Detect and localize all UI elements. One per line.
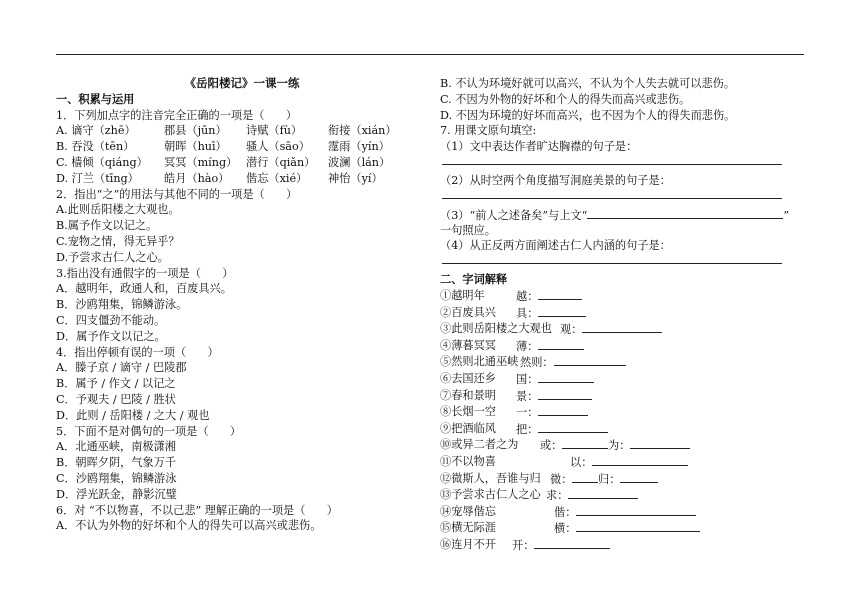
glossary-phrase: ④薄暮冥冥 bbox=[440, 338, 496, 352]
glossary-phrase: ⑩或异二者之为 bbox=[440, 438, 519, 452]
answer-blank[interactable] bbox=[538, 305, 586, 317]
answer-blank[interactable] bbox=[576, 504, 696, 516]
q6-option-c: C. 不因为外物的好坏和个人的得失而高兴或悲伤。 bbox=[440, 92, 691, 106]
answer-blank[interactable] bbox=[538, 388, 592, 400]
q7-item-1: （1）文中表达作者旷达胸襟的句子是： bbox=[440, 140, 638, 154]
q1-option-cell: 衔接（xián） bbox=[328, 124, 397, 138]
glossary-target bbox=[512, 537, 610, 555]
q1-option-cell: 潜行（qiǎn） bbox=[246, 155, 316, 169]
q1-option-cell: 朝晖（huī） bbox=[164, 140, 227, 154]
glossary-target-char: 求： bbox=[546, 489, 569, 503]
glossary-item bbox=[440, 321, 820, 338]
glossary-target-char: 薄： bbox=[516, 339, 539, 353]
q5-option-d: D．浮光跃金，静影沉璧 bbox=[56, 487, 177, 501]
glossary-target-char: 偕： bbox=[554, 505, 577, 519]
glossary-item bbox=[440, 354, 820, 371]
q3-option-d: D．属予作文以记之。 bbox=[56, 329, 166, 343]
answer-blank[interactable] bbox=[620, 471, 658, 483]
answer-line-1[interactable] bbox=[442, 155, 782, 165]
answer-blank-3[interactable] bbox=[587, 207, 783, 219]
glossary-item bbox=[440, 371, 820, 388]
glossary-phrase: ⑫微斯人，吾谁与归 bbox=[440, 471, 541, 485]
glossary-phrase: ⑧长烟一空 bbox=[440, 405, 496, 419]
q1-option-cell: 偕忘（xié） bbox=[246, 171, 308, 185]
q1-option-row bbox=[56, 171, 428, 187]
glossary-target bbox=[540, 437, 608, 455]
glossary-target-char: 一： bbox=[516, 406, 539, 420]
answer-line-2[interactable] bbox=[442, 189, 782, 199]
q6-option-a: A．不认为外物的好坏和个人的得失可以高兴或悲伤。 bbox=[56, 519, 322, 533]
q2-option-b: B.属予作文以记之。 bbox=[56, 219, 158, 233]
q7-item-2: （2）从时空两个角度描写洞庭美景的句子是： bbox=[440, 173, 671, 187]
q5-option-c: C．沙鸥翔集，锦鳞游泳 bbox=[56, 471, 177, 485]
q1-options bbox=[56, 123, 428, 186]
q3-option-b: B．沙鸥翔集，锦鳞游泳。 bbox=[56, 298, 188, 312]
glossary-phrase: ⑦春和景明 bbox=[440, 388, 496, 402]
glossary-target-char: 景： bbox=[516, 389, 539, 403]
answer-blank[interactable] bbox=[538, 288, 582, 300]
left-column bbox=[56, 76, 428, 534]
q1-option-cell: 骚人（sāo） bbox=[246, 140, 310, 154]
glossary-item bbox=[440, 404, 820, 421]
q1-option-cell: 波澜（lán） bbox=[328, 155, 391, 169]
q1-option-cell: 霪雨（yín） bbox=[328, 140, 390, 154]
glossary-item bbox=[440, 487, 820, 504]
q5-stem: 5．下面不是对偶句的一项是（ ） bbox=[56, 424, 242, 438]
glossary-phrase: ⑨把酒临风 bbox=[440, 421, 496, 435]
answer-blank[interactable] bbox=[538, 371, 594, 383]
q3-option-a: A．越明年，政通人和，百废具兴。 bbox=[56, 282, 232, 296]
glossary-target-char: 开： bbox=[512, 538, 535, 552]
q1-option-row bbox=[56, 123, 428, 139]
glossary-item bbox=[440, 471, 820, 488]
q7-item-3 bbox=[440, 207, 820, 223]
glossary-target-char: 把： bbox=[516, 422, 539, 436]
answer-blank[interactable] bbox=[534, 537, 610, 549]
q4-option-d: D．此则 / 岳阳楼 / 之大 / 观也 bbox=[56, 408, 210, 422]
glossary-target-char: 横： bbox=[554, 522, 577, 536]
glossary-phrase: ⑬予尝求古仁人之心 bbox=[440, 488, 541, 502]
glossary-target bbox=[516, 305, 586, 323]
glossary-item bbox=[440, 504, 820, 521]
top-rule bbox=[56, 54, 804, 55]
q7-stem: 7. 用课文原句填空: bbox=[440, 124, 537, 138]
glossary-phrase: ⑥去国还乡 bbox=[440, 371, 496, 385]
q1-option-cell: C. 樯倾（qiáng） bbox=[56, 155, 148, 169]
q1-stem: 1．下列加点字的注音完全正确的一项是（ ） bbox=[56, 108, 298, 122]
glossary-target bbox=[554, 520, 700, 538]
glossary-target-char: 为： bbox=[608, 439, 631, 453]
answer-line-4[interactable] bbox=[442, 254, 782, 264]
answer-blank[interactable] bbox=[572, 471, 598, 483]
q1-option-cell: 神怡（yí） bbox=[328, 171, 383, 185]
glossary-target bbox=[516, 338, 584, 356]
glossary-item bbox=[440, 421, 820, 438]
answer-blank[interactable] bbox=[554, 354, 626, 366]
glossary-item bbox=[440, 305, 820, 322]
q7-item-3-continuation: 一句照应。 bbox=[440, 223, 496, 237]
q2-stem: 2．指出“之”的用法与其他不同的一项是（ ） bbox=[56, 187, 298, 201]
q7-item-3-prefix: （3）“前人之述备矣”与上文“ bbox=[440, 208, 588, 222]
q4-option-c: C．予观夫 / 巴陵 / 胜状 bbox=[56, 392, 176, 406]
glossary-target-char: 越： bbox=[516, 289, 539, 303]
glossary-target bbox=[520, 354, 626, 372]
answer-blank[interactable] bbox=[568, 487, 638, 499]
glossary-phrase: ⑤然则北通巫峡 bbox=[440, 355, 519, 369]
glossary-phrase: ③此则岳阳楼之大观也 bbox=[440, 322, 552, 336]
answer-blank[interactable] bbox=[538, 404, 588, 416]
glossary-target bbox=[516, 371, 594, 389]
q1-option-row bbox=[56, 139, 428, 155]
answer-blank[interactable] bbox=[582, 321, 662, 333]
q1-option-cell: 冥冥（míng） bbox=[164, 155, 238, 169]
glossary-phrase: ⑭宠辱偕忘 bbox=[440, 504, 496, 518]
glossary-item bbox=[440, 454, 820, 471]
answer-blank[interactable] bbox=[630, 437, 690, 449]
glossary-target-char: 归： bbox=[598, 472, 621, 486]
glossary-target-char: 然则： bbox=[520, 356, 554, 370]
glossary-target bbox=[570, 454, 688, 472]
section-1-heading: 一、积累与运用 bbox=[56, 91, 135, 106]
q2-option-d: D.予尝求古仁人之心。 bbox=[56, 250, 169, 264]
glossary-target bbox=[516, 421, 608, 439]
glossary-target bbox=[516, 288, 582, 306]
q4-stem: 4．指出停顿有误的一项（ ） bbox=[56, 345, 219, 359]
glossary-phrase: ②百废具兴 bbox=[440, 305, 496, 319]
glossary-target bbox=[554, 504, 696, 522]
glossary-item bbox=[440, 338, 820, 355]
q1-option-cell: 郡县（jūn） bbox=[164, 124, 227, 138]
q3-stem: 3.指出没有通假字的一项是（ ） bbox=[56, 266, 234, 280]
q1-option-cell: B. 吞没（tēn） bbox=[56, 140, 135, 154]
glossary-item bbox=[440, 537, 820, 554]
q1-option-cell: 诗赋（fù） bbox=[246, 124, 303, 138]
glossary-item bbox=[440, 388, 820, 405]
glossary-target bbox=[516, 388, 592, 406]
glossary-target-char: 以： bbox=[570, 455, 593, 469]
glossary-target bbox=[550, 471, 598, 489]
glossary-phrase: ⑮横无际涯 bbox=[440, 521, 496, 535]
glossary-target-char: 或： bbox=[540, 439, 563, 453]
q1-option-cell: D. 汀兰（tīng） bbox=[56, 171, 139, 185]
glossary-target bbox=[598, 471, 658, 489]
q6-option-b: B. 不认为环境好就可以高兴，不认为个人失去就可以悲伤。 bbox=[440, 77, 736, 90]
q2-option-c: C.宠物之情，得无异乎？ bbox=[56, 234, 180, 248]
right-column bbox=[440, 76, 820, 553]
q1-option-row bbox=[56, 155, 428, 171]
q1-option-cell: A. 谪守（zhē） bbox=[56, 124, 136, 138]
glossary-phrase: ⑪不以物喜 bbox=[440, 454, 496, 468]
worksheet-title: 《岳阳楼记》一课一练 bbox=[184, 76, 300, 90]
glossary-target-char: 具： bbox=[516, 306, 539, 320]
glossary-target bbox=[608, 437, 690, 455]
glossary-target bbox=[516, 404, 588, 422]
answer-blank[interactable] bbox=[592, 454, 688, 466]
glossary-phrase: ①越明年 bbox=[440, 288, 485, 302]
q4-option-a: A．滕子京 / 谪守 / 巴陵郡 bbox=[56, 361, 187, 375]
q6-option-d: D. 不因为环境的好坏而高兴，也不因为个人的得失而悲伤。 bbox=[440, 108, 736, 122]
glossary-list bbox=[440, 288, 820, 554]
q7-item-3-suffix: ” bbox=[783, 208, 790, 222]
q5-option-b: B．朝晖夕阴，气象万千 bbox=[56, 456, 177, 470]
glossary-target bbox=[546, 487, 638, 505]
q1-option-cell: 皓月（hào） bbox=[164, 171, 230, 185]
glossary-target-char: 微： bbox=[550, 472, 573, 486]
answer-blank[interactable] bbox=[576, 520, 700, 532]
glossary-item bbox=[440, 288, 820, 305]
glossary-target bbox=[560, 321, 662, 339]
answer-blank[interactable] bbox=[538, 338, 584, 350]
q5-option-a: A．北通巫峡，南极潇湘 bbox=[56, 440, 176, 454]
answer-blank[interactable] bbox=[562, 437, 608, 449]
q7-item-4: （4）从正反两方面阐述古仁人内涵的句子是： bbox=[440, 239, 671, 253]
glossary-target-char: 观： bbox=[560, 323, 583, 337]
section-2-heading: 二、字词解释 bbox=[440, 272, 508, 287]
q3-option-c: C．四支僵劲不能动。 bbox=[56, 313, 166, 327]
answer-blank[interactable] bbox=[538, 421, 608, 433]
q2-option-a: A.此则岳阳楼之大观也。 bbox=[56, 203, 180, 217]
glossary-phrase: ⑯连月不开 bbox=[440, 537, 496, 551]
q6-stem: 6．对 “不以物喜，不以己悲” 理解正确的一项是（ ） bbox=[56, 503, 338, 517]
q4-option-b: B．属予 / 作文 / 以记之 bbox=[56, 377, 176, 391]
glossary-item bbox=[440, 437, 820, 454]
glossary-target-char: 国： bbox=[516, 372, 539, 386]
glossary-item bbox=[440, 520, 820, 537]
